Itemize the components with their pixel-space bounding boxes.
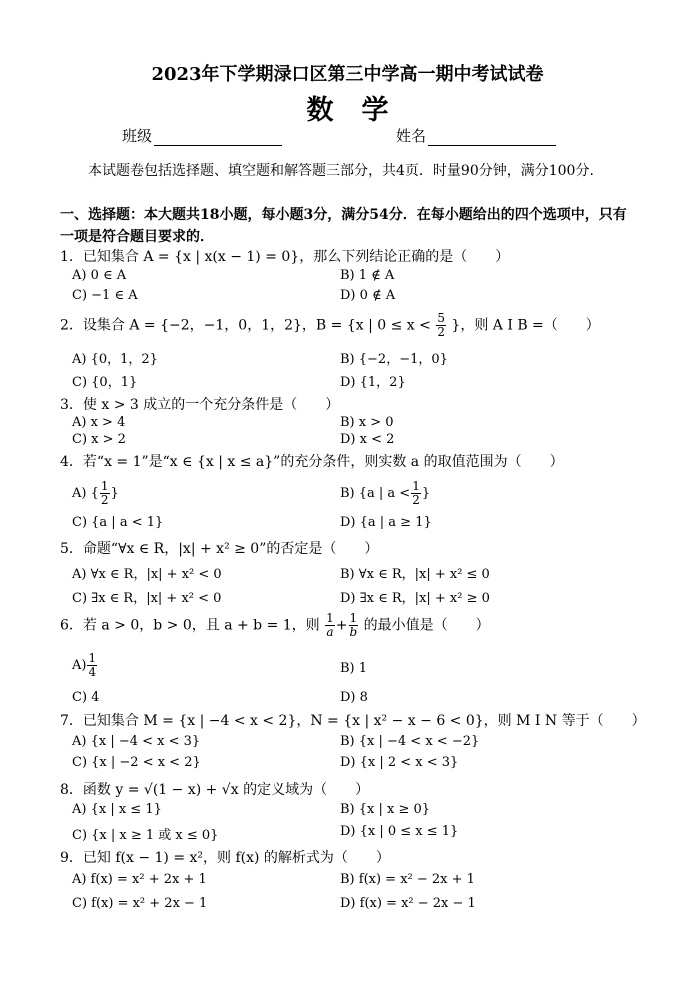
q4-a-num: 1	[100, 479, 109, 493]
q4-b-post: }	[421, 486, 431, 501]
q4-b-fraction	[411, 480, 421, 507]
section-heading: 一、选择题：本大题共18小题，每小题3分，满分54分．在每小题给出的四个选项中，只有一项是符合题目要求的．	[60, 207, 627, 245]
q6-a-fraction	[87, 652, 97, 679]
subject-title: 数学	[306, 95, 417, 126]
q7-option-c[interactable]: C) {x | −2 < x < 2}	[72, 755, 201, 770]
q6-fraction-2	[349, 612, 359, 639]
q6-option-b[interactable]: B) 1	[340, 661, 368, 676]
q9-option-c[interactable]: C) f(x) = x² + 2x − 1	[72, 896, 208, 911]
q7-option-a[interactable]: A) {x | −4 < x < 3}	[72, 734, 201, 749]
q2-stem-pre: 2．设集合 A = {−2，−1，0，1，2}，B = {x | 0 ≤ x <	[60, 317, 431, 334]
q9-option-d[interactable]: D) f(x) = x² − 2x − 1	[340, 896, 476, 911]
exam-title: 2023年下学期渌口区第三中学高一期中考试试卷	[151, 64, 544, 85]
q4-b-pre: B) {a | a <	[340, 486, 411, 501]
q4-a-den: 2	[100, 493, 109, 507]
q6-a-num: 1	[88, 651, 97, 665]
q6-fraction-1	[325, 612, 335, 639]
q2-option-a[interactable]: A) {0，1，2}	[72, 352, 158, 367]
q1-option-a[interactable]: A) 0 ∈ A	[72, 268, 127, 283]
q6-a-pre: A)	[72, 658, 87, 673]
q6-f2-den: b	[349, 625, 358, 639]
q2-frac-den: 2	[437, 325, 445, 339]
q4-option-d[interactable]: D) {a | a ≥ 1}	[340, 515, 432, 530]
q2-option-c[interactable]: C) {0，1}	[72, 375, 138, 390]
q3-option-a[interactable]: A) x > 4	[72, 415, 126, 430]
q8-option-a[interactable]: A) {x | x ≤ 1}	[72, 802, 162, 817]
q6-option-c[interactable]: C) 4	[72, 690, 100, 705]
q1-option-b[interactable]: B) 1 ∉ A	[340, 268, 395, 283]
q6-a-den: 4	[88, 665, 97, 679]
q4-option-a[interactable]	[72, 480, 119, 507]
q5-option-a[interactable]: A) ∀x ∈ R，|x| + x² < 0	[72, 567, 222, 582]
intro-text: 本试题卷包括选择题、填空题和解答题三部分，共4页．时量90分钟，满分100分．	[88, 163, 604, 179]
q4-b-den: 2	[412, 493, 420, 507]
q2-fraction	[436, 312, 446, 339]
q8-option-d[interactable]: D) {x | 0 ≤ x ≤ 1}	[340, 824, 459, 839]
q1-option-c[interactable]: C) −1 ∈ A	[72, 288, 138, 303]
q6-stem-pre: 6．若 a > 0，b > 0，且 a + b = 1，则	[60, 617, 320, 634]
q4-b-num: 1	[412, 479, 420, 493]
q2-frac-num: 5	[437, 311, 445, 325]
q4-a-fraction	[100, 480, 110, 507]
question-4: 4．若“x = 1”是“x ∈ {x | x ≤ a}”的充分条件，则实数 a 的取值范围为（ ）	[60, 454, 564, 470]
class-field[interactable]	[122, 125, 282, 146]
q3-option-b[interactable]: B) x > 0	[340, 415, 394, 430]
q4-a-pre: A) {	[72, 486, 99, 501]
question-6	[60, 612, 490, 639]
question-3: 3．使 x > 3 成立的一个充分条件是（ ）	[60, 397, 340, 413]
q2-option-b[interactable]: B) {−2，−1，0}	[340, 352, 448, 367]
q1-option-d[interactable]: D) 0 ∉ A	[340, 288, 396, 303]
q6-stem-post: 的最小值是（ ）	[363, 617, 490, 634]
q5-option-b[interactable]: B) ∀x ∈ R，|x| + x² ≤ 0	[340, 567, 490, 582]
q6-f2-num: 1	[349, 611, 358, 625]
q9-option-a[interactable]: A) f(x) = x² + 2x + 1	[72, 872, 207, 887]
q5-option-d[interactable]: D) ∃x ∈ R，|x| + x² ≥ 0	[340, 591, 490, 606]
q6-option-d[interactable]: D) 8	[340, 690, 368, 705]
question-8: 8．函数 y = √(1 − x) + √x 的定义域为（ ）	[60, 782, 370, 798]
name-blank[interactable]	[428, 129, 556, 146]
name-field[interactable]	[396, 125, 556, 146]
q8-option-c[interactable]: C) {x | x ≥ 1 或 x ≤ 0}	[72, 828, 219, 843]
q6-plus: +	[335, 617, 348, 634]
name-label: 姓名	[396, 127, 427, 145]
q3-option-c[interactable]: C) x > 2	[72, 432, 126, 447]
q4-a-post: }	[110, 486, 119, 501]
q4-option-c[interactable]: C) {a | a < 1}	[72, 515, 164, 530]
q5-option-c[interactable]: C) ∃x ∈ R，|x| + x² < 0	[72, 591, 222, 606]
question-5: 5．命题“∀x ∈ R，|x| + x² ≥ 0”的否定是（ ）	[60, 541, 379, 557]
q3-option-d[interactable]: D) x < 2	[340, 432, 395, 447]
q6-f1-den: a	[326, 625, 334, 639]
q2-option-d[interactable]: D) {1，2}	[340, 375, 406, 390]
q6-option-a[interactable]	[72, 652, 98, 679]
q4-option-b[interactable]	[340, 480, 430, 507]
q9-option-b[interactable]: B) f(x) = x² − 2x + 1	[340, 872, 475, 887]
question-1: 1．已知集合 A = {x | x(x − 1) = 0}，那么下列结论正确的是（ ）	[60, 249, 510, 265]
question-2	[60, 312, 600, 339]
q7-option-d[interactable]: D) {x | 2 < x < 3}	[340, 755, 459, 770]
question-7: 7．已知集合 M = {x | −4 < x < 2}，N = {x | x² − x − 6 < 0}，则 M I N 等于（ ）	[60, 713, 646, 729]
q8-option-b[interactable]: B) {x | x ≥ 0}	[340, 802, 431, 817]
class-blank[interactable]	[154, 129, 282, 146]
question-9: 9．已知 f(x − 1) = x²，则 f(x) 的解析式为（ ）	[60, 850, 390, 866]
q6-f1-num: 1	[326, 611, 334, 625]
q7-option-b[interactable]: B) {x | −4 < x < −2}	[340, 734, 480, 749]
class-label: 班级	[122, 127, 153, 145]
q2-stem-post: }，则 A I B =（ ）	[451, 317, 600, 334]
